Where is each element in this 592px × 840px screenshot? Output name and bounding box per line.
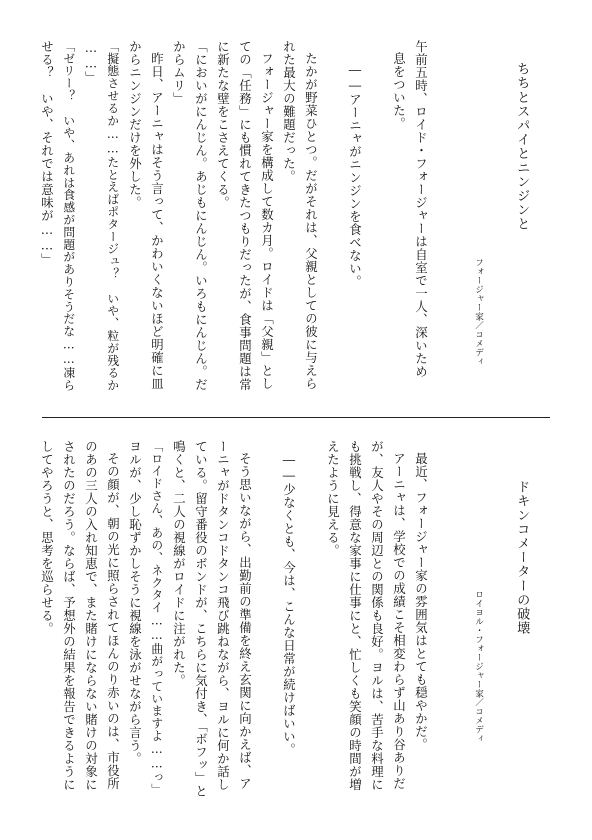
story2-line: そう思いながら、出勤前の準備を終え玄関に向かえば、ア (237, 452, 253, 790)
story1-line: ――アーニャがニンジンを食べない。 (347, 62, 363, 289)
story2-line: その顔が、朝の光に照らされてほんのり赤いのは、市役所 (105, 452, 121, 790)
story1-line: からニンジンだけを外した。 (127, 40, 143, 209)
story1-line: ……」 (83, 40, 99, 85)
story1-title: ちちとスパイとニンジンと (514, 62, 530, 232)
story2-line: えたように見える。 (325, 440, 341, 557)
story2-line: してやろうと、思考を巡らせる。 (39, 440, 55, 635)
story1-line: 「においがにんじん。あじもにんじん。いろもにんじん。だ (193, 40, 209, 391)
story2-line: 最近、フォージャー家の雰囲気はとても穏やかだ。 (413, 452, 429, 751)
story1-line: せる？ いや、それでは意味が……」 (39, 40, 55, 267)
story1-line: 「ゼリー？ いや、あれは食感が問題がありそうだな……凍ら (61, 40, 76, 392)
story1-line: ての「任務」にも慣れてきたつもりだったが、食事問題は常 (237, 40, 253, 391)
story1-line: 午前五時、ロイド・フォージャーは自室で一人、深いため (413, 40, 429, 378)
story1-line: からムリ」 (171, 40, 187, 105)
story1-line: 昨日、アーニャはそう言って、かわいくないほど明確に皿 (149, 52, 165, 390)
story1-line: れた最大の難題だった。 (281, 40, 297, 183)
section-divider (42, 417, 550, 418)
story1-line: 息をついた。 (391, 52, 407, 130)
story1-line: フォージャー家を構成して数カ月。ロイドは「父親」とし (259, 52, 275, 390)
story2-line: ーニャがドタンコドタンコ飛び跳ねながら、ヨルに何か話し (215, 440, 231, 791)
story2-line: のあの三人の入れ知恵で、また賭けにならない賭けの対象に (83, 440, 99, 791)
story2-line: されたのだろう。ならば、予想外の結果を報告できるように (61, 440, 77, 791)
story2-line: ヨルが、少し恥ずかしそうに視線を泳がせながら言う。 (127, 440, 143, 765)
story2-line: ――少なくとも、今は、こんな日常が続けばいい。 (281, 452, 297, 757)
story2-meta: ロイヨル・フォージャー家／コメディ (473, 590, 484, 743)
story1-line: に新たな壁をこさえてくる。 (215, 40, 231, 209)
story2-line: ている。留守番役のボンドが、こちらに気付き、「ボフッ」と (193, 440, 209, 798)
story2-line: 「ロイドさん、あの、ネクタイ……曲がっていますよ……っ」 (149, 440, 164, 796)
story1-line: たかが野菜ひとつ。だがそれは、父親としての彼に与えら (303, 52, 319, 390)
story2-line: が、友人やその周辺との関係も良好。ヨルは、苦手な料理に (369, 440, 385, 791)
story2-line: 鳴くと、二人の視線がロイドに注がれた。 (171, 440, 187, 687)
story1-line: 「擬態させるか……たとえばポタージュ？ いや、粒が残るか (105, 40, 120, 392)
story2-line: アーニャは、学校での成績こそ相変わらず山あり谷ありだ (391, 452, 407, 790)
story2-title: ドキンコメーターの破壊 (514, 480, 530, 636)
story2-line: も挑戦し、得意な家事に仕事にと、忙しくも笑顔の時間が増 (347, 440, 363, 791)
story1-meta: フォージャー家／コメディ (473, 258, 484, 366)
